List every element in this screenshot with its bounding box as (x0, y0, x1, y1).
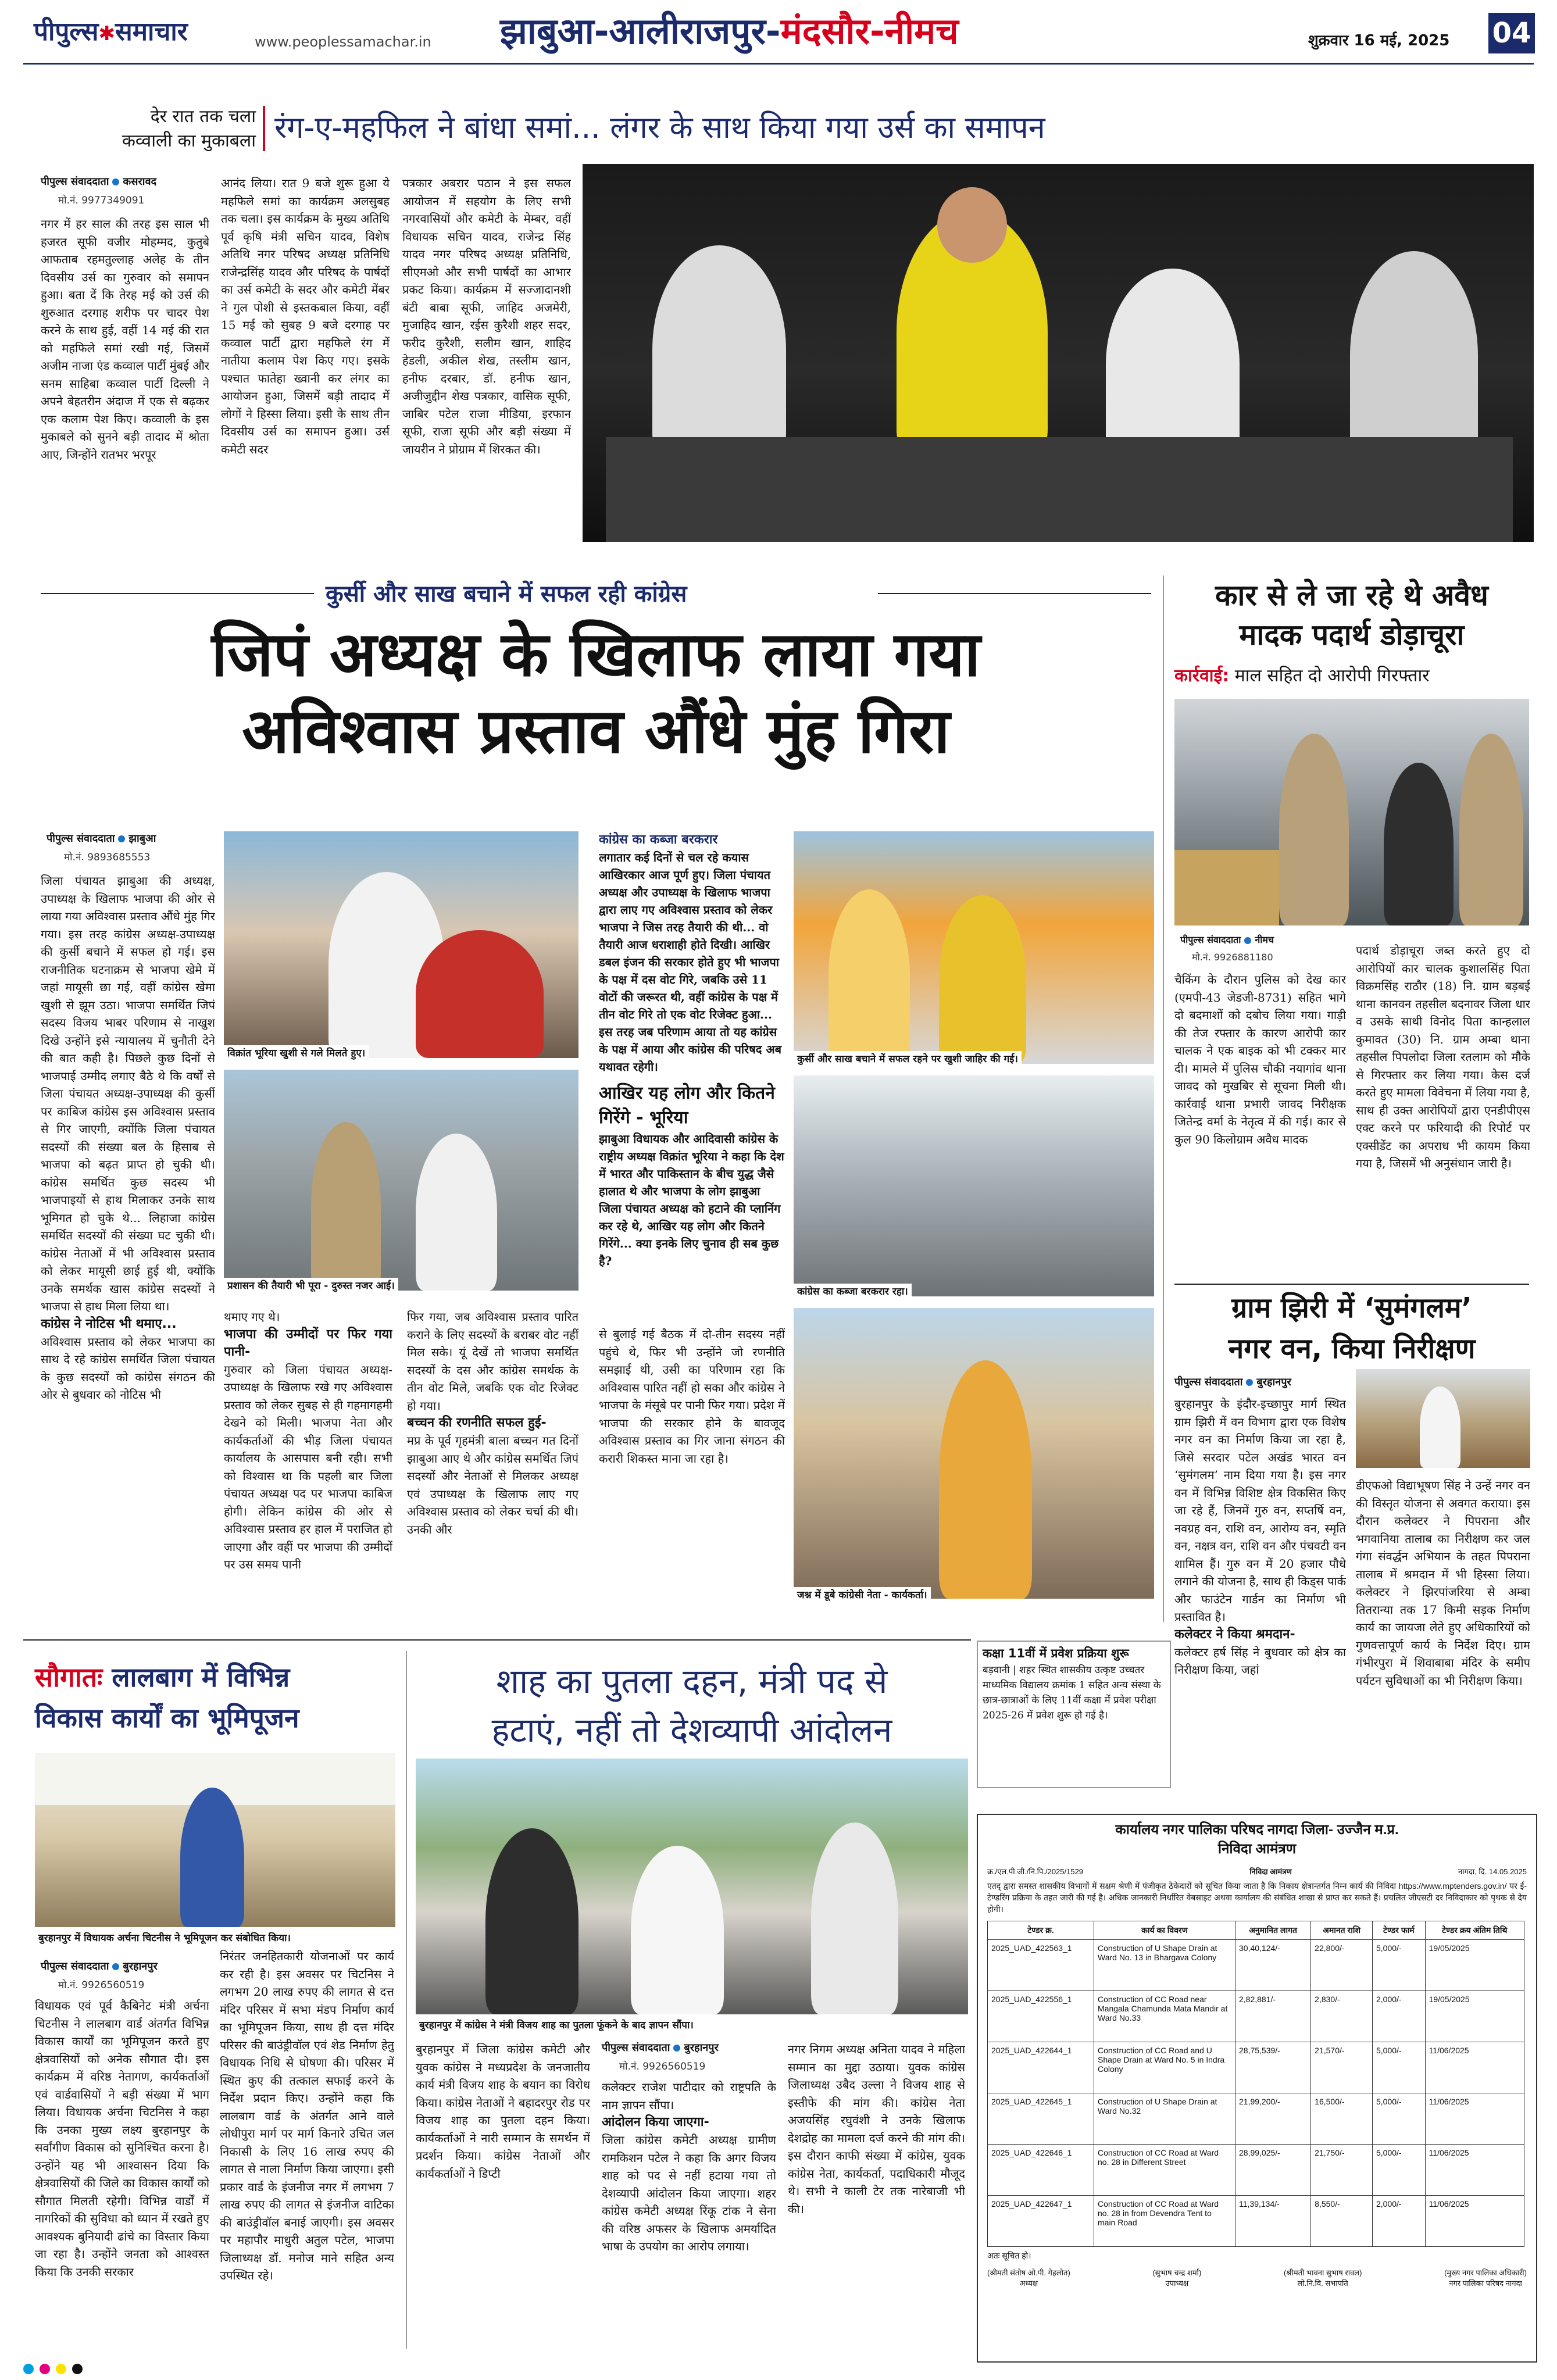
side-subhead-1: कांग्रेस का कब्जा बरकरार (599, 832, 718, 847)
photo-caption: विक्रांत भूरिया खुशी से गले मिलते हुए। (224, 1045, 369, 1060)
headline (41, 616, 1151, 770)
photo-caption: प्रशासन की तैयारी भी पूरा - दुरुस्त नजर आई। (224, 1278, 398, 1292)
kicker-rule-right (878, 593, 1151, 594)
police-2 (416, 1134, 497, 1291)
photo-effigy-memo (416, 1759, 968, 2014)
musician-left (652, 245, 786, 455)
column-2-body: जिला कांग्रेस कमेटी अध्यक्ष ग्रामीण रामकिशन पटेल ने कहा कि अगर विजय शाह को पद से नहीं हटाया गया तो देशव्यापी आंदोलन किया जाएगा। शहर कांग्रेस कमेटी अध्यक्ष रिंकू टांक ने सेना की वरिष्ठ अफसर के खिलाफ अमर्यादित भाषा के उपयोग का आरोप लगाया। (602, 2133, 776, 2253)
photo-caption: बुरहानपुर में कांग्रेस ने मंत्री विजय शाह का पुतला फूंकने के बाद ज्ञापन सौंपा। (416, 2017, 697, 2032)
kicker (64, 105, 256, 153)
headline-line2: हटाएं, नहीं तो देशव्यापी आंदोलन (491, 1710, 892, 1750)
kicker-rule-left (41, 593, 314, 594)
signatory (1152, 2267, 1201, 2288)
signatory-title: लो.नि.वि. सभापति (1297, 2279, 1348, 2288)
headline-line2: विकास कार्यों का भूमिपूजन (35, 1702, 299, 1734)
person-red (416, 930, 544, 1058)
accused-1 (1384, 763, 1454, 925)
tender-ref-date: नागदा, दि. 14.05.2025 (1458, 1867, 1527, 1876)
byline-name: पीपुल्स संवाददाता (1180, 934, 1241, 945)
mobile-number: मो.नं. 9926881180 (1192, 952, 1273, 963)
mobile-number: मो.नं. 9926560519 (619, 2061, 706, 2072)
column-1: चैकिंग के दौरान पुलिस को देख कार (एमपी-43 जेडजी-8731) सहित भागे दो बदमाशों को दबोच लिया गया। गाड़ी की तेज रफ्तार के कारण आरोपी कार चालक ने एक बाइक को भी टक्कर मार दी। मामले में पुलिस चौकी नयागांव थाना जावद को मुखबिर से सूचना मिली थी। कार्रवाई थाना प्रभारी जावद निरीक्षक जितेन्द्र वर्मा के नेतृत्व में की गई। कार से कुल 90 किलोग्राम अवैध मादक (1174, 973, 1346, 1146)
cell: 2025_UAD_422563_1 (988, 1940, 1094, 1991)
tender-notice (977, 1814, 1537, 2363)
garlanded-leader (829, 889, 910, 1064)
byline-place: बुरहानपुर (684, 2042, 719, 2054)
cell: 2025_UAD_422645_1 (988, 2093, 1094, 2145)
photo-caption: बुरहानपुर में विधायक अर्चना चिटनीस ने भूमिपूजन कर संबोधित किया। (35, 1930, 294, 1945)
region-part2: मंदसौर-नीमच (780, 10, 959, 52)
cell: 8,550/- (1311, 2196, 1373, 2247)
cell: 2,000/- (1373, 2196, 1426, 2247)
cell: 5,000/- (1373, 2042, 1426, 2093)
tender-signatories (978, 2265, 1536, 2290)
cell: 2025_UAD_422556_1 (988, 1991, 1094, 2042)
byline-name: पीपुल्स संवाददाता (602, 2042, 670, 2054)
cell: Construction of U Shape Drain at Ward No.32 (1094, 2093, 1235, 2145)
leader-left (485, 1828, 578, 2014)
collector (1420, 1386, 1460, 1468)
masthead (0, 0, 1557, 64)
kicker-line1: देर रात तक चला (150, 106, 256, 127)
byline (1174, 1375, 1291, 1389)
headline-line1: शाह का पुतला दहन, मंत्री पद से (496, 1661, 888, 1701)
police-officer-2 (1459, 734, 1523, 925)
signatory (987, 2267, 1070, 2288)
cell: 28,99,025/- (1235, 2145, 1311, 2196)
column-1-subhead: कलेक्टर ने किया श्रमदान- (1174, 1627, 1295, 1642)
logo-right: समाचार (115, 17, 188, 47)
registration-dot (40, 2364, 50, 2374)
headline-line1-rest: लालबाग में विभिन्न (102, 1661, 290, 1693)
col-header: अनुमानित लागत (1235, 1921, 1311, 1940)
column-1-subhead: कांग्रेस ने नोटिस भी थमाए... (41, 1316, 177, 1331)
tender-title: निविदा आमंत्रण (1217, 1841, 1297, 1857)
headline-line2: अविश्वास प्रस्ताव औंधे मुंह गिरा (242, 695, 950, 767)
column-2: पदार्थ डोड़ाचूरा जब्त करते हुए दो आरोपियों कार चालक कुशालसिंह पिता विक्रमसिंह राठौर (18) नि. ग्राम बड़बई थाना कानवन तहसील बदनावर जिला धार व उसके साथी विनोद पिता कान्हलाल कुमावत (30) नि. ग्राम अम्बा थाना तहसील पिपलोदा जिला रतलाम को मौके से गिरफ्तार कर लिया गया। केस दर्ज करते हुए मामला विवेचना में लिया गया है, साथ ही उक्त आरोपियों द्वारा एनडीपीएस एक्ट करने पर फरियादी की रिपोर्ट पर एक्सीडेंट का अपराध भी कायम किया गया है, जिसमें भी अनुसंधान जारी है। (1356, 944, 1530, 1170)
byline-dot-icon (1246, 1379, 1253, 1386)
signatory (1284, 2267, 1362, 2288)
column-1: नगर में हर साल की तरह इस साल भी हजरत सूफी वजीर मोहम्मद, कुतुबे आफताब रहमतुल्लाह अलेह के तीन दिवसीय उर्स का गुरुवार को समापन हुआ। बता दें कि तेरह मई को उर्स की शुरुआत दरगाह शरीफ पर चादर पेश करने के साथ हुई, वहीं 14 मई की रात को महफिले समां रखी गई, जिसमें अजीम नाजा एंड कव्वाल पार्टी मुंबई और सनम साहिबा कव्वाल पार्टी दिल्ली ने अपने बेहतरीन अंदाज में एक से बढ़कर एक कलाम पेश किए। कव्वाली के इस मुकाबले को सुनने बड़ी तादाद में श्रोता आए, जिन्होंने रातभर भरपूर (41, 217, 209, 462)
headline: रंग-ए-महफिल ने बांधा समां... लंगर के साथ किया गया उर्स का समापन (274, 110, 1045, 145)
cell: 19/05/2025 (1425, 1940, 1524, 1991)
tender-header (978, 1815, 1536, 1858)
cell: 19/05/2025 (1425, 1991, 1524, 2042)
logo-left: पीपुल्स (34, 17, 99, 47)
photo-caption: कांग्रेस का कब्जा बरकरार रहा। (794, 1284, 912, 1298)
cell: 21,99,200/- (1235, 2093, 1311, 2145)
column-1: विधायक एवं पूर्व कैबिनेट मंत्री अर्चना चिटनीस ने लालबाग वार्ड अंतर्गत विभिन्न विकास कार्यों का भूमिपूजन करते हुए क्षेत्रवासियों को अनेक सौगात दी। इस कार्यक्रम में वरिष्ठ नेतागण, कार्यकर्ताओं एवं वार्डवासियों ने बड़ी संख्या में भाग लिया। विधायक अर्चना चिटनिस ने कहा कि उनका मुख्य लक्ष्य बुरहानपुर के सर्वांगीण विकास को सुनिश्चित करना है। उन्होंने यह भी आश्वासन दिया कि क्षेत्रवासियों की जिले का विकास कार्यों को सौगात मिलती रहेगी। विभिन्न वार्डों में नागरिकों की सुविधा को ध्यान में रखते हुए आवश्यक बुनियादी ढांचे का विस्तार किया जा रहा है। उन्होंने जनता को आश्वस्त किया कि उनकी सरकार (35, 1999, 209, 2279)
col-header: टेण्डर क्र. (988, 1921, 1094, 1940)
byline-name: पीपुल्स संवाददाता (41, 1960, 109, 1972)
kicker-line2: कव्वाली का मुकाबला (122, 131, 256, 151)
column-3-subhead: बच्चन की रणनीति सफल हुई- (407, 1416, 547, 1430)
column-1-text: बुरहानपुर के इंदौर-इच्छापुर मार्ग स्थित ग्राम झिरी में वन विभाग द्वारा एक विशेष नगर वन का निर्माण किया जा रहा है, जिसे सरदार पटेल अखंड भारत वन ‘सुमंगलम’ नाम दिया गया है। इस नगर वन में विभिन्न विशिष्ट क्षेत्र विकसित किए जा रहे हैं, जिनमें गुरु वन, सप्तर्षि वन, नवग्रह वन, राशि वन, आरोग्य वन, स्मृति वन, नक्षत्र वन, राशि वन और पंचवटी वन शामिल हैं। गुरु वन में 20 हजार पौधे लगाने की योजना है, साथ ही किड्स पार्क और फाउंटेन गार्डन का निर्माण भी प्रस्तावित है। (1174, 1397, 1346, 1624)
byline (47, 831, 156, 845)
column-3-text: फिर गया, जब अविश्वास प्रस्ताव पारित कराने के लिए सदस्यों के बराबर वोट नहीं मिल सके। यूं देखें तो भाजपा समर्थित सदस्यों के दस और कांग्रेस समर्थक के तीन वोट मिले, जबकि एक वोट रिजेक्ट हो गया। (407, 1310, 578, 1413)
logo-star-icon: ✱ (98, 22, 115, 45)
tender-ref-no: क्र./एल.पी.जी./नि.पि./2025/1529 (987, 1867, 1084, 1876)
speaker (180, 1788, 244, 1927)
registration-dot (23, 2364, 34, 2374)
photo-caption: कुर्सी और साख बचाने में सफल रहने पर खुशी जाहिर की गई। (794, 1051, 1022, 1066)
col-header: कार्य का विवरण (1094, 1921, 1235, 1940)
cell: 2,000/- (1373, 1991, 1426, 2042)
photo-jashn (794, 1308, 1154, 1599)
cell: 21,570/- (1311, 2042, 1373, 2093)
headline-label: सौगातः (35, 1661, 103, 1693)
signatory-title: अध्यक्ष (1019, 2279, 1038, 2288)
kicker-divider (263, 106, 265, 151)
signatory-title: नगर पालिका परिषद नागदा (1449, 2279, 1522, 2288)
singer-face (937, 187, 1007, 263)
cell: 11/06/2025 (1425, 2093, 1524, 2145)
kicker-label: कार्रवाई: (1174, 666, 1230, 686)
column-3-body: मप्र के पूर्व गृहमंत्री बाला बच्चन गत दिनों झाबुआ आए थे और कांग्रेस समर्थित जिपं सदस्यों और नेताओं से मिलकर अध्यक्ष एवं उपाध्यक्ष के खिलाफ लाए गए अविश्वास प्रस्ताव को लेकर चर्चा की थी। उनकी और (407, 1434, 578, 1536)
headline (35, 1657, 395, 1738)
sumangalam-column-2: डीएफओ विद्याभूषण सिंह ने उन्हें नगर वन की विस्तृत योजना से अवगत कराया। इस दौरान कलेक्टर ने पिपराना और भगवानिया तालाब का निरीक्षण कर जल गंगा संवर्द्धन अभियान के तहत पिपराना तालाब में श्रमदान में भी हिस्सा लिया। कलेक्टर ने झिरपांजरिया से अम्बा तितरान्या तक 17 किमी सड़क निर्माण कार्य का जायजा लेते हुए अधिकारियों को गुणवत्तापूर्ण कार्य के निर्देश दिए। ग्राम गंभीरपुरा में शिवाबाबा मंदिर के समीप पर्यटन सुविधाओं का भी निरीक्षण किया। (1356, 1478, 1530, 1688)
photo-collector-shramdaan (1356, 1369, 1530, 1468)
column-1-end: कलेक्टर हर्ष सिंह ने बुधवार को क्षेत्र का निरीक्षण किया, जहां (1174, 1645, 1346, 1677)
column-3 (407, 1308, 578, 1616)
story-urs (23, 70, 1535, 558)
table-row (988, 2042, 1524, 2093)
cell: Construction of U Shape Drain at Ward No. 13 in Bhargava Colony (1094, 1940, 1235, 1991)
section-rule (1174, 1284, 1529, 1285)
story-shah-effigy (410, 1645, 971, 2360)
byline-name: पीपुल्स संवाददाता (47, 832, 115, 845)
cell: 30,40,124/- (1235, 1940, 1311, 1991)
table-row (988, 2093, 1524, 2145)
byline-dot-icon (112, 178, 119, 185)
harmonium (606, 437, 1513, 542)
police-officer (1279, 734, 1349, 925)
column-5: से बुलाई गई बैठक में दो-तीन सदस्य नहीं पहुंचे थे, फिर भी उन्होंने जो रणनीति समझाई थी, उसी का परिणाम रहा कि अविश्वास पारित नहीं हो सका और कांग्रेस ने भाजपा के मंसूबे पर पानी फिर गया। प्रदेश में भाजपा की सरकार होने के बावजूद अविश्वास प्रस्ताव का गिर जाना संगठन की करारी शिकस्त माना जा रहा है। (599, 1327, 785, 1466)
side-box (599, 831, 785, 1320)
column-1 (41, 872, 215, 1616)
photo-arrested (1174, 699, 1529, 925)
photo-bhuria-hug (224, 831, 578, 1058)
signatory-name: (सुभाष चन्द्र शर्मा) (1152, 2268, 1202, 2277)
tender-intro: एतद् द्वारा समस्त शासकीय विभागों में सक्षम श्रेणी में पंजीकृत ठेकेदारों को सूचित किया जाता है कि निकाय क्षेत्रान्तर्गत निम्न कार्य की निविदा https://www.mptenders.gov.in/ पर ई-टेण्डरिंग प्रक्रिया के तहत जारी की गई है। अधिक जानकारी निर्धारित वेबसाइट अथवा कार्यालय की संबंधित शाखा से प्राप्त कर सकते हैं। प्रचलित जीएसटी दर निविदाकार को पृथक से देय होगी। (987, 1881, 1527, 1914)
headline (416, 1657, 968, 1754)
story-lalbagh (23, 1645, 401, 2360)
headline-line1: कार से ले जा रहे थे अवैध (1215, 578, 1488, 612)
col-header: टेण्डर क्रय अंतिम तिथि (1425, 1921, 1524, 1940)
tender-ref-title: निविदा आमंत्रण (1249, 1867, 1292, 1876)
photo-caption: जश्न में डूबे कांग्रेसी नेता - कार्यकर्ता। (794, 1587, 931, 1602)
brief-admission (977, 1641, 1171, 1788)
column-2-subhead: आंदोलन किया जाएगा- (602, 2115, 709, 2129)
qawwali-photo (583, 164, 1534, 542)
side-text-2: झाबुआ विधायक और आदिवासी कांग्रेस के राष्ट्रीय अध्यक्ष विक्रांत भूरिया ने कहा कि देश में भारत और पाकिस्तान के बीच युद्ध जैसे हालात थे और भाजपा के लोग झाबुआ जिला पंचायत अध्यक्ष को हटाने की प्लानिंग कर रहे थे, आखिर यह लोग और कितने गिरेंगे... क्या इनके लिए चुनाव ही सब कुछ है? (599, 1132, 784, 1268)
column-2: आनंद लिया। रात 9 बजे शुरू हुआ ये महफिले समां का कार्यक्रम अलसुबह तक चला। इस कार्यक्रम के मुख्य अतिथि पूर्व कृषि मंत्री सचिन यादव, विशेष अतिथि नगर परिषद अध्यक्ष प्रतिनिधि राजेन्द्रसिंह यादव और परिषद के पार्षदों का उर्स कमेटी के सदर और कमेटी मेंबर ने गुल पोशी से इस्तकबाल किया, वहीं 15 मई को सुबह 9 बजे दरगाह पर कव्वाल पार्टी द्वारा महफिले रंग में नातीया कलाम पेश किए गए। इसके पश्चात फातेहा ख्वानी कर लंगर का आयोजन हुआ, जिसमें बड़ी तादाद में लोगों ने हिस्सा लिया। इसी के साथ तीन दिवसीय उर्स का समापन हुआ। उर्स कमेटी सदर (221, 176, 390, 456)
col-header: अमानत राशि (1311, 1921, 1373, 1940)
kicker-text: माल सहित दो आरोपी गिरफ्तार (1229, 666, 1430, 686)
cell: 2,82,881/- (1235, 1991, 1311, 2042)
kicker: कुर्सी और साख बचाने में सफल रही कांग्रेस (326, 581, 687, 607)
photo-bhoomipujan (35, 1753, 395, 1927)
column-1-end: अविश्वास प्रस्ताव को लेकर भाजपा का साथ दे रहे कांग्रेस समर्थित जिला पंचायत के कुछ सदस्यों को कांग्रेस संगठन की ओर से बुधवार को नोटिस भी (41, 1334, 215, 1402)
headline-line1: ग्राम झिरी में ‘सुमंगलम’ (1231, 1292, 1472, 1324)
byline-place: बुरहानपुर (123, 1960, 158, 1972)
column-2 (224, 1308, 392, 1616)
headline-line2: मादक पदार्थ डोड़ाचूरा (1239, 618, 1465, 652)
musician-far-right (1350, 251, 1478, 460)
story-zp (23, 558, 1163, 1628)
cell: 16,500/- (1311, 2093, 1373, 2145)
tender-table-header (988, 1921, 1524, 1940)
column-3: पत्रकार अबरार पठान ने इस सफल आयोजन में सहयोग के लिए सभी नगरवासियों और कमेटी के मेम्बर, वहीं विधायक सचिन यादव, राजेन्द्र सिंह यादव नगर परिषद अध्यक्ष प्रतिनिधि, सीएमओ और सभी पार्षदों का आभार प्रकट किया। कार्यक्रम में सज्जादानशी बंटी बाबा सूफी, जाहिद अजमेरी, मुजाहिद खान, रईस कुरैशी शहर सदर, फरीद कुरैशी, सलीम खान, शाहिद हेडली, अकील शेख, तस्लीम खान, हनीफ दरबार, डॉ. हनीफ खान, अजीजुद्दीन शेख पत्रकार, वासिक सूफी, जाबिर पटेल राजा मीडिया, इरफान सूफी, राजा सूफी और बड़ी संख्या में जायरीन ने प्रोग्राम में शिरकत की। (402, 176, 571, 456)
column-1: बुरहानपुर में जिला कांग्रेस कमेटी और युवक कांग्रेस ने मध्यप्रदेश के जनजातीय कार्य मंत्री विजय शाह के बयान का विरोध किया। कांग्रेस नेताओं ने बहादरपुर रोड पर विजय शाह का पुतला दहन किया। कार्यकर्ताओं ने नारी सम्मान के समर्थन में प्रदर्शन किया। कांग्रेस नेताओं और कार्यकर्ताओं ने डिप्टी (416, 2042, 590, 2181)
logo (34, 13, 188, 48)
cell: 11,39,134/- (1235, 2196, 1311, 2247)
story-dodachura (1169, 570, 1535, 1285)
byline (41, 1959, 158, 1973)
police-1 (311, 1122, 381, 1291)
side-subhead-2: आखिर यह लोग और कितने गिरेंगे - भूरिया (599, 1083, 775, 1128)
sumangalam-column-1 (1174, 1395, 1346, 1814)
section-divider (1163, 576, 1164, 1622)
cell: 11/06/2025 (1425, 2196, 1524, 2247)
garlanded-leader-2 (939, 895, 1026, 1064)
table-row (988, 1940, 1524, 1991)
col-header: टेण्डर फार्म (1373, 1921, 1426, 1940)
column-2-body: गुरुवार को जिला पंचायत अध्यक्ष-उपाध्यक्ष के खिलाफ रखे गए अविश्वास प्रस्ताव को लेकर सुबह से ही गहमागहमी देखने को मिली। भाजपा नेता और कार्यकर्ताओं की भीड़ जिला पंचायत कार्यालय के आसपास बनी रही। सभी को विश्वास था कि पहली बार जिला पंचायत अध्यक्ष पद पर भाजपा काबिज होगी। लेकिन कांग्रेस की ओर से अविश्वास प्रस्ताव हर हाल में पराजित हो जाएगा और वहीं पर भाजपा की उम्मीदों पर उस समय पानी (224, 1362, 392, 1571)
byline-name: पीपुल्स संवाददाता (1174, 1376, 1243, 1388)
cell: 11/06/2025 (1425, 2042, 1524, 2093)
region-title (500, 6, 959, 55)
leader-right (811, 1822, 898, 2014)
table-row (988, 1991, 1524, 2042)
color-registration-bar (23, 2364, 1534, 2374)
column-3: नगर निगम अध्यक्ष अनिता यादव ने महिला सम्मान का मुद्दा उठाया। युवक कांग्रेस जिलाध्यक्ष उबैद उल्ला ने विजय शाह से इस्तीफे की मांग की। कांग्रेस नेता अजयसिंह रघुवंशी ने उनके खिलाफ देशद्रोह का मामला दर्ज करने की मांग की। इस दौरान काफी संख्या में कांग्रेस, युवक कांग्रेस नेता, कार्यकर्ता, पदाधिकारी मौजूद थे। सभी ने काली टेर तक नारेबाजी भी की। (788, 2042, 965, 2216)
cell: Construction of CC Road near Mangala Chamunda Mata Mandir at Ward No.33 (1094, 1991, 1235, 2042)
side-text-1: लगातार कई दिनों से चल रहे कयास आखिरकार आज पूर्ण हुए। जिला पंचायत अध्यक्ष और उपाध्यक्ष के खिलाफ भाजपा द्वारा लाए गए अविश्वास प्रस्ताव को लेकर भाजपा ने जिस तरह तैयारी की थी... वो तैयारी आज धराशाही होते दिखी। आखिर डबल इंजन की सरकार होते हुए भी भाजपा के पक्ष में दस वोट गिरे, जबकि उसे 11 वोटों की जरूरत थी, वहीं कांग्रेस के पक्ष में तीन वोट गिरे तो एक वोट रिजेक्ट हुआ... इस तरह जब परिणाम आया तो यह कांग्रेस के पक्ष में आया और कांग्रेस की परिषद अब यथावत रहेगी। (599, 850, 782, 1074)
signatory-title: उपाध्यक्ष (1165, 2279, 1189, 2288)
byline-dot-icon (673, 2045, 680, 2052)
photo-administration (224, 1070, 578, 1291)
date: शुक्रवार 16 मई, 2025 (1308, 32, 1450, 49)
headline (1169, 576, 1535, 655)
registration-dot (72, 2364, 83, 2374)
kicker (1174, 663, 1430, 687)
cell: 5,000/- (1373, 2093, 1426, 2145)
mobile-number: मो.नं. 9926560519 (58, 1979, 145, 1991)
musician-right (1106, 269, 1240, 460)
cell: Construction of CC Road at Ward no. 28 in Different Street (1094, 2145, 1235, 2196)
leader-in-orange (939, 1360, 1032, 1599)
mobile-number: मो.नं. 9977349091 (58, 195, 145, 206)
section-divider-2 (406, 1651, 407, 2349)
signatory-name: (श्रीमती भावना सुभाष रावल) (1283, 2268, 1362, 2277)
cell: 2,830/- (1311, 1991, 1373, 2042)
mobile-number: मो.नं. 9893685553 (64, 852, 151, 863)
page-number: 04 (1488, 13, 1535, 53)
cell: 2025_UAD_422646_1 (988, 2145, 1094, 2196)
byline (41, 174, 156, 188)
cell: 21,750/- (1311, 2145, 1373, 2196)
byline-place: नीमच (1255, 934, 1274, 945)
region-part1: झाबुआ-आलीराजपुर- (500, 10, 781, 52)
signatory-name: (मुख्य नगर पालिका अधिकारी) (1444, 2268, 1527, 2277)
seized-sacks (1174, 850, 1279, 925)
photo-celebration (794, 831, 1154, 1064)
cell: 5,000/- (1373, 2145, 1426, 2196)
column-2-subhead: भाजपा की उम्मीदों पर फिर गया पानी- (224, 1327, 392, 1359)
byline-dot-icon (112, 1963, 119, 1970)
masthead-rule (23, 63, 1534, 65)
headline-line1 (35, 1657, 395, 1698)
byline-dot-icon (118, 835, 125, 842)
brief-headline: कक्षा 11वीं में प्रवेश प्रक्रिया शुरू (983, 1646, 1129, 1660)
section-rule-lower (23, 1639, 971, 1641)
byline (1180, 933, 1274, 946)
headline-line1: जिपं अध्यक्ष के खिलाफ लाया गया (211, 619, 981, 690)
byline-place: कसरावद (123, 176, 157, 188)
leader-center (631, 1846, 724, 2014)
cell: 5,000/- (1373, 1940, 1426, 1991)
photo-congress-crowd (794, 1075, 1154, 1296)
column-2-text: कलेक्टर राजेश पाटीदार को राष्ट्रपति के नाम ज्ञापन सौंपा। (602, 2080, 776, 2112)
tender-ref-row (978, 1858, 1536, 1877)
tender-table (987, 1921, 1524, 2247)
table-row (988, 2145, 1524, 2196)
headline (1169, 1288, 1535, 1369)
column-2 (602, 2078, 776, 2352)
cell: Construction of CC Road at Ward no. 28 in from Devendra Tent to main Road (1094, 2196, 1235, 2247)
byline-dot-icon (1244, 937, 1251, 944)
column-1-text: जिला पंचायत झाबुआ की अध्यक्ष, उपाध्यक्ष के खिलाफ भाजपा की ओर से लाया गया अविश्वास प्रस्ताव औंधे मुंह गिर गया। इस तरह कांग्रेस अध्यक्ष-उपाध्यक्ष की कुर्सी बचाने में सफल हो गई। इस राजनीतिक घटनाक्रम से भाजपा खेमे में जहां मायूसी छा गई, वहीं कांग्रेस खेमा खुशी से झूम उठा। भाजपा समर्थित जिपं सदस्य विजय भाबर परिणाम से नाखुश दिखे उन्होंने इसे न्यायालय में चुनौती देने की बात कही है। पिछले कुछ दिनों से भाजपाई उम्मीद लगाए बैठे थे कि वर्षों से जिला पंचायत अध्यक्ष-उपाध्यक्ष की कुर्सी पर काबिज कांग्रेस इस अविश्वास प्रस्ताव से गिर जाएगी, क्योंकि जिला पंचायत सदस्यों की संख्या बल के हिसाब से भाजपा को बढ़त प्राप्त हो चुकी थी। कांग्रेस समर्थित कुछ सदस्य भी भाजपाइयों से हाथ मिलाकर उनके साथ भूमिगत हो चुके थे... लिहाजा कांग्रेस समर्थित सदस्यों की संख्या घट चुकी थी। कांग्रेस नेताओं में भी अविश्वास प्रस्ताव को लेकर मायूसी छाई हुई थी, क्योंकि उनके समर्थक खास कांग्रेस सदस्यों ने भाजपा से हाथ मिला लिया था। (41, 874, 215, 1313)
tender-office: कार्यालय नगर पालिका परिषद नागदा जिला- उज्जैन म.प्र. (1115, 1822, 1399, 1838)
cell: 11/06/2025 (1425, 2145, 1524, 2196)
registration-dot (56, 2364, 66, 2374)
byline-place: बुरहानपुर (1256, 1376, 1291, 1388)
byline-place: झाबुआ (128, 832, 156, 845)
column-2: निरंतर जनहितकारी योजनाओं पर कार्य कर रही है। इस अवसर पर चिटनिस ने लगभग 20 लाख रुपए की लागत से दत्त मंदिर परिसर में सभा मंडप निर्माण कार्य का भूमिपूजन किया, साथ ही दत्त मंदिर परिसर की बाउंड्रीवॉल एवं शेड निर्माण हेतु विधायक निधि से घोषणा की। परिसर में स्थित कुए की तत्काल सफाई करने के निर्देश प्रदान किए। उन्होंने कहा कि लालबाग वार्ड के अंतर्गत आने वाले लोधीपुरा मार्ग पर मार्ग किनारे उचित जल निकासी के लिए 16 लाख रुपए की लागत से नाला निर्माण किया जाएगा। इसी प्रकार वार्ड के इंजनीज नगर में लगभग 7 लाख रुपए की लागत से इंजनीज वाटिका की बाउंड्रीवॉल बनाई जाएगी। इस अवसर पर महापौर माधुरी अतुल पटेल, भाजपा जिलाध्यक्ष डॉ. मनोज माने सहित अन्य उपस्थित रहे। (220, 1949, 394, 2282)
headline-line2: नगर वन, किया निरीक्षण (1228, 1332, 1476, 1365)
tender-note: अतः सूचित हो। (987, 2251, 1031, 2260)
byline-name: पीपुल्स संवाददाता (41, 176, 109, 188)
cell: Construction of CC Road and U Shape Drain at Ward No. 5 in Indra Colony (1094, 2042, 1235, 2093)
cell: 2025_UAD_422644_1 (988, 2042, 1094, 2093)
table-row (988, 2196, 1524, 2247)
signatory (1444, 2267, 1527, 2288)
signatory-name: (श्रीमती संतोष ओ.पी. गेहलोत) (987, 2268, 1070, 2277)
column-2-text: थमाए गए थे। (224, 1310, 280, 1324)
brief-text: बड़वानी | शहर स्थित शासकीय उत्कृष्ट उच्चतर माध्यमिक विद्यालय क्रमांक 1 सहित अन्य संस्था के छात्र-छात्राओं के लिए 11वीं कक्षा में प्रवेश परीक्षा 2025-26 में प्रवेश शुरू हो गई है। (983, 1664, 1161, 1721)
cell: 2025_UAD_422647_1 (988, 2196, 1094, 2247)
byline (602, 2040, 719, 2054)
cell: 22,800/- (1311, 1940, 1373, 1991)
cell: 28,75,539/- (1235, 2042, 1311, 2093)
website: www.peoplessamachar.in (255, 34, 431, 50)
